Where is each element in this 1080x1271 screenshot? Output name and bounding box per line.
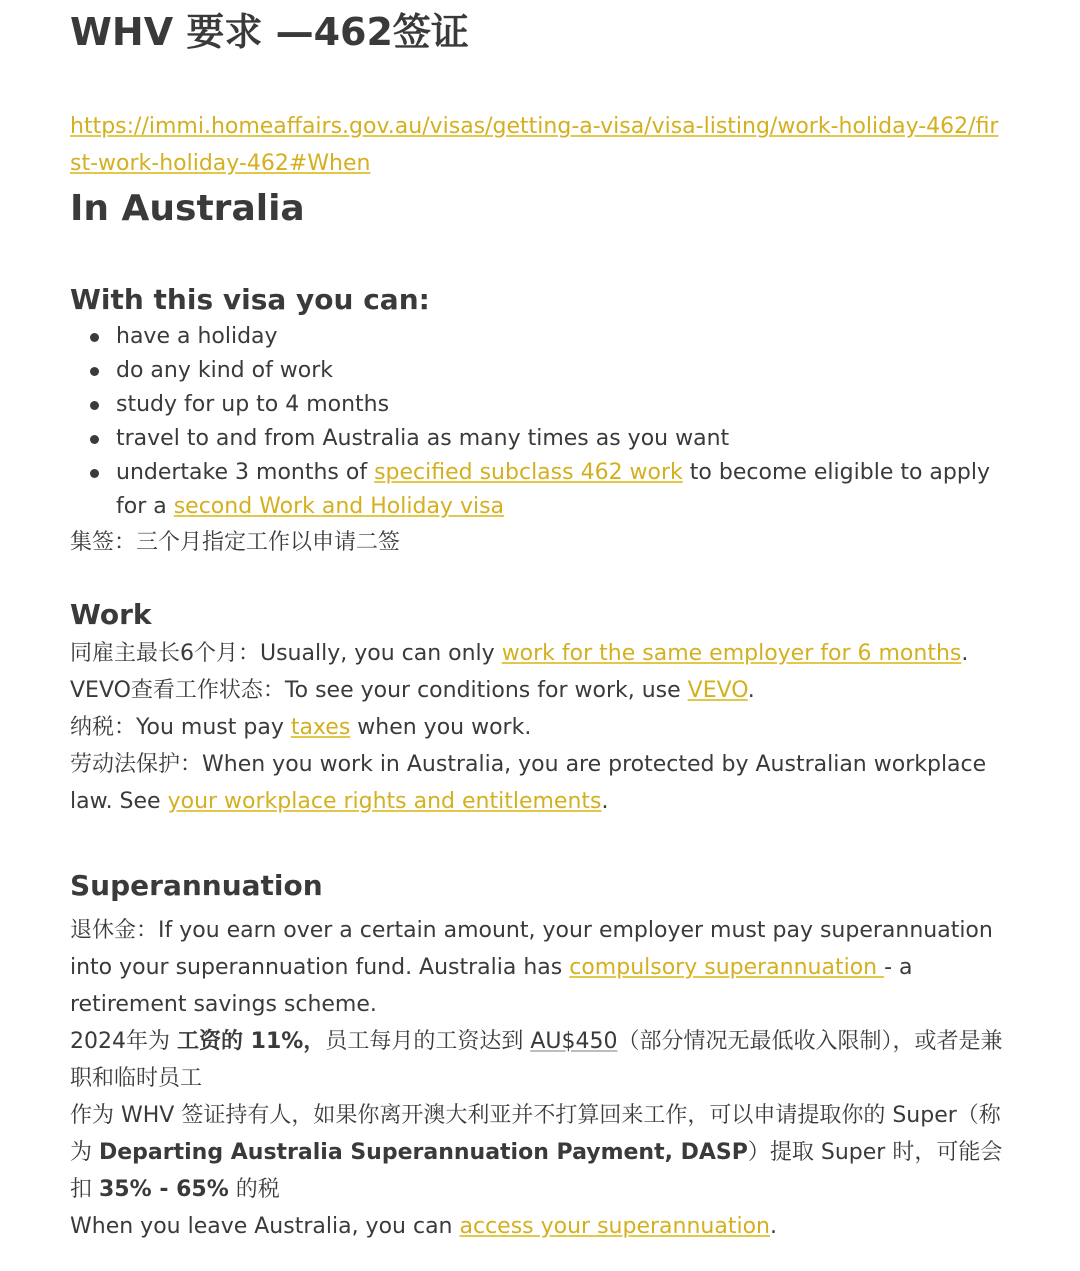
access-super-link[interactable]: access your superannuation bbox=[459, 1214, 770, 1239]
workplace-rights-link[interactable]: your workplace rights and entitlements bbox=[167, 789, 602, 814]
second-visa-link[interactable]: second Work and Holiday visa bbox=[173, 494, 505, 519]
list-item bbox=[116, 456, 1010, 524]
heading-in-australia: In Australia bbox=[70, 188, 305, 229]
text: When you leave Australia, you can bbox=[70, 1214, 460, 1239]
amount-underlined: AU$450 bbox=[530, 1029, 618, 1054]
list-item: do any kind of work bbox=[116, 354, 1010, 388]
text: ）提取 Super 时，可能会扣 bbox=[70, 1140, 1003, 1202]
super-para-intro bbox=[70, 912, 1010, 1023]
text: - a retirement savings scheme. bbox=[70, 955, 913, 1017]
work-line-vevo bbox=[70, 672, 1010, 709]
text: （部分情况无最低收入限制），或者是兼职和临时员工 bbox=[70, 1029, 1003, 1091]
list-item: travel to and from Australia as many times as you want bbox=[116, 422, 1010, 456]
text: 作为 WHV 签证持有人，如果你离开澳大利亚并不打算回来工作，可以申请提取你的 Super（称为 bbox=[70, 1103, 1001, 1165]
heading-superannuation: Superannuation bbox=[70, 869, 323, 902]
text: . bbox=[961, 641, 969, 666]
text: when you work. bbox=[350, 715, 532, 740]
super-para-dasp bbox=[70, 1097, 1010, 1208]
rate-bold: 工资的 11%， bbox=[176, 1029, 326, 1054]
vevo-link[interactable]: VEVO bbox=[687, 678, 748, 703]
work-line-law bbox=[70, 746, 1010, 820]
page-title: WHV 要求 —462签证 bbox=[70, 10, 469, 54]
heading-visa-can: With this visa you can: bbox=[70, 283, 430, 316]
super-para-rate bbox=[70, 1023, 1010, 1097]
text: VEVO查看工作状态：To see your conditions for work, use bbox=[70, 678, 688, 703]
heading-work: Work bbox=[70, 598, 152, 631]
text: 纳税：You must pay bbox=[70, 715, 291, 740]
text: 劳动法保护：When you work in Australia, you are protected by Australian workplace law. See bbox=[70, 752, 987, 814]
text: . bbox=[601, 789, 609, 814]
text: 退休金：If you earn over a certain amount, your employer must pay superannuation into your superannuation fund. Australia has bbox=[70, 918, 993, 980]
source-url-link[interactable]: https://immi.homeaffairs.gov.au/visas/getting-a-visa/visa-listing/work-holiday-462/first-work-holiday-462#When bbox=[70, 114, 999, 176]
work-line-taxes bbox=[70, 709, 1010, 746]
list-item: study for up to 4 months bbox=[116, 388, 1010, 422]
work-line-employer bbox=[70, 635, 1010, 672]
specified-work-link[interactable]: specified subclass 462 work bbox=[374, 460, 683, 485]
text: 2024年为 bbox=[70, 1029, 177, 1054]
visa-bullet-list bbox=[70, 320, 1010, 524]
tax-rate-bold: 35% - 65% bbox=[99, 1177, 229, 1202]
super-para-access bbox=[70, 1208, 1010, 1245]
text: 同雇主最长6个月：Usually, you can only bbox=[70, 641, 502, 666]
visa-note: 集签：三个月指定工作以申请二签 bbox=[70, 530, 401, 555]
list-item: have a holiday bbox=[116, 320, 1010, 354]
text: . bbox=[769, 1214, 777, 1239]
same-employer-link[interactable]: work for the same employer for 6 months bbox=[501, 641, 962, 666]
bullet-text: to become eligible to apply for a bbox=[116, 460, 990, 519]
text: 的税 bbox=[228, 1177, 280, 1202]
text: 员工每月的工资达到 bbox=[325, 1029, 531, 1054]
taxes-link[interactable]: taxes bbox=[290, 715, 351, 740]
dasp-bold: Departing Australia Superannuation Payment, DASP bbox=[99, 1140, 748, 1165]
compulsory-super-link[interactable]: compulsory superannuation bbox=[569, 955, 885, 980]
text: . bbox=[747, 678, 755, 703]
bullet-text: undertake 3 months of bbox=[116, 460, 375, 485]
